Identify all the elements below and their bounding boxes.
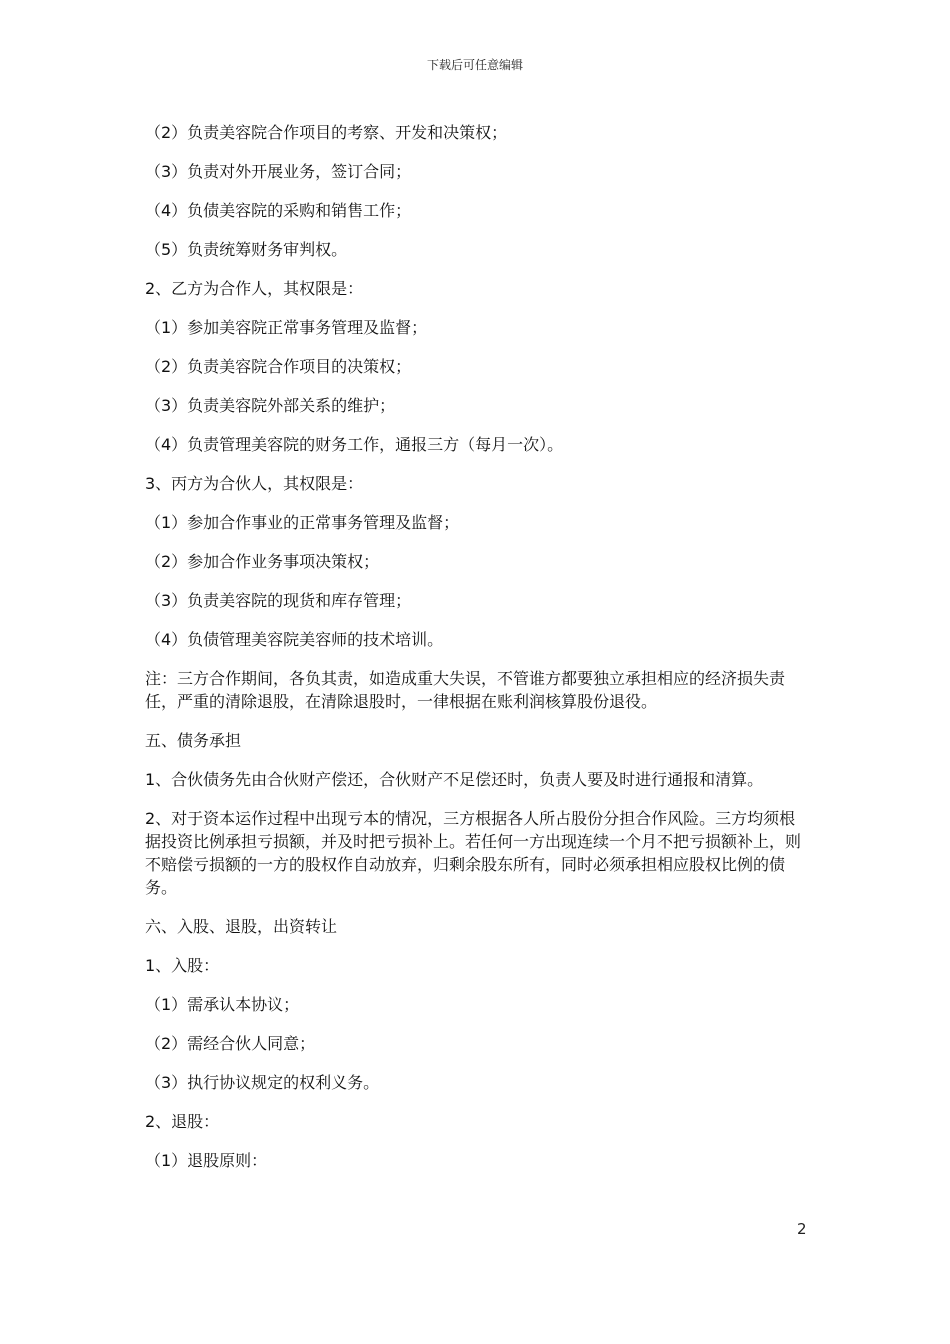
paragraph: （1）参加合作事业的正常事务管理及监督； xyxy=(145,513,460,532)
paragraph: 2、乙方为合作人，其权限是： xyxy=(145,279,364,298)
paragraph: （3）负责对外开展业务，签订合同； xyxy=(145,162,412,181)
paragraph: 2、退股： xyxy=(145,1112,220,1131)
paragraph: （3）执行协议规定的权利义务。 xyxy=(145,1073,380,1092)
paragraph: （3）负责美容院的现货和库存管理； xyxy=(145,591,412,610)
paragraph: （4）负债美容院的采购和销售工作； xyxy=(145,201,412,220)
page-header: 下载后可任意编辑 xyxy=(426,58,523,72)
paragraph: （2）需经合伙人同意； xyxy=(145,1034,316,1053)
note-paragraph: 注：三方合作期间，各负其责，如造成重大失误，不管谁方都要独立承担相应的经济损失责任，严重的清除退股，在清除退股时，一律根据在账利润核算股份退役。 xyxy=(145,669,786,711)
paragraph: 1、入股： xyxy=(145,956,220,975)
paragraph: 3、丙方为合伙人，其权限是： xyxy=(145,474,364,493)
paragraph: （1）退股原则： xyxy=(145,1151,268,1170)
paragraph: （2）负责美容院合作项目的决策权； xyxy=(145,357,412,376)
paragraph: （1）参加美容院正常事务管理及监督； xyxy=(145,318,428,337)
paragraph: （4）负债管理美容院美容师的技术培训。 xyxy=(145,630,444,649)
page-number: 2 xyxy=(797,1220,807,1238)
paragraph: （5）负责统筹财务审判权。 xyxy=(145,240,348,259)
paragraph: （1）需承认本协议； xyxy=(145,995,300,1014)
section-heading: 五、债务承担 xyxy=(145,731,242,750)
paragraph: （2）负责美容院合作项目的考察、开发和决策权； xyxy=(145,123,508,142)
paragraph: （3）负责美容院外部关系的维护； xyxy=(145,396,396,415)
section-heading: 六、入股、退股，出资转让 xyxy=(145,917,338,936)
paragraph: （4）负责管理美容院的财务工作，通报三方（每月一次）。 xyxy=(145,435,564,454)
paragraph: 2、对于资本运作过程中出现亏本的情况，三方根据各人所占股份分担合作风险。三方均须根据投资比例承担亏损额，并及时把亏损补上。若任何一方出现连续一个月不把亏损额补上，则不赔偿亏损额的一方的股权作自动放弃，归剩余股东所有，同时必须承担相应股权比例的债务。 xyxy=(145,809,802,897)
document-body xyxy=(145,121,810,1188)
paragraph: （2）参加合作业务事项决策权； xyxy=(145,552,380,571)
paragraph: 1、合伙债务先由合伙财产偿还，合伙财产不足偿还时，负责人要及时进行通报和清算。 xyxy=(145,770,764,789)
